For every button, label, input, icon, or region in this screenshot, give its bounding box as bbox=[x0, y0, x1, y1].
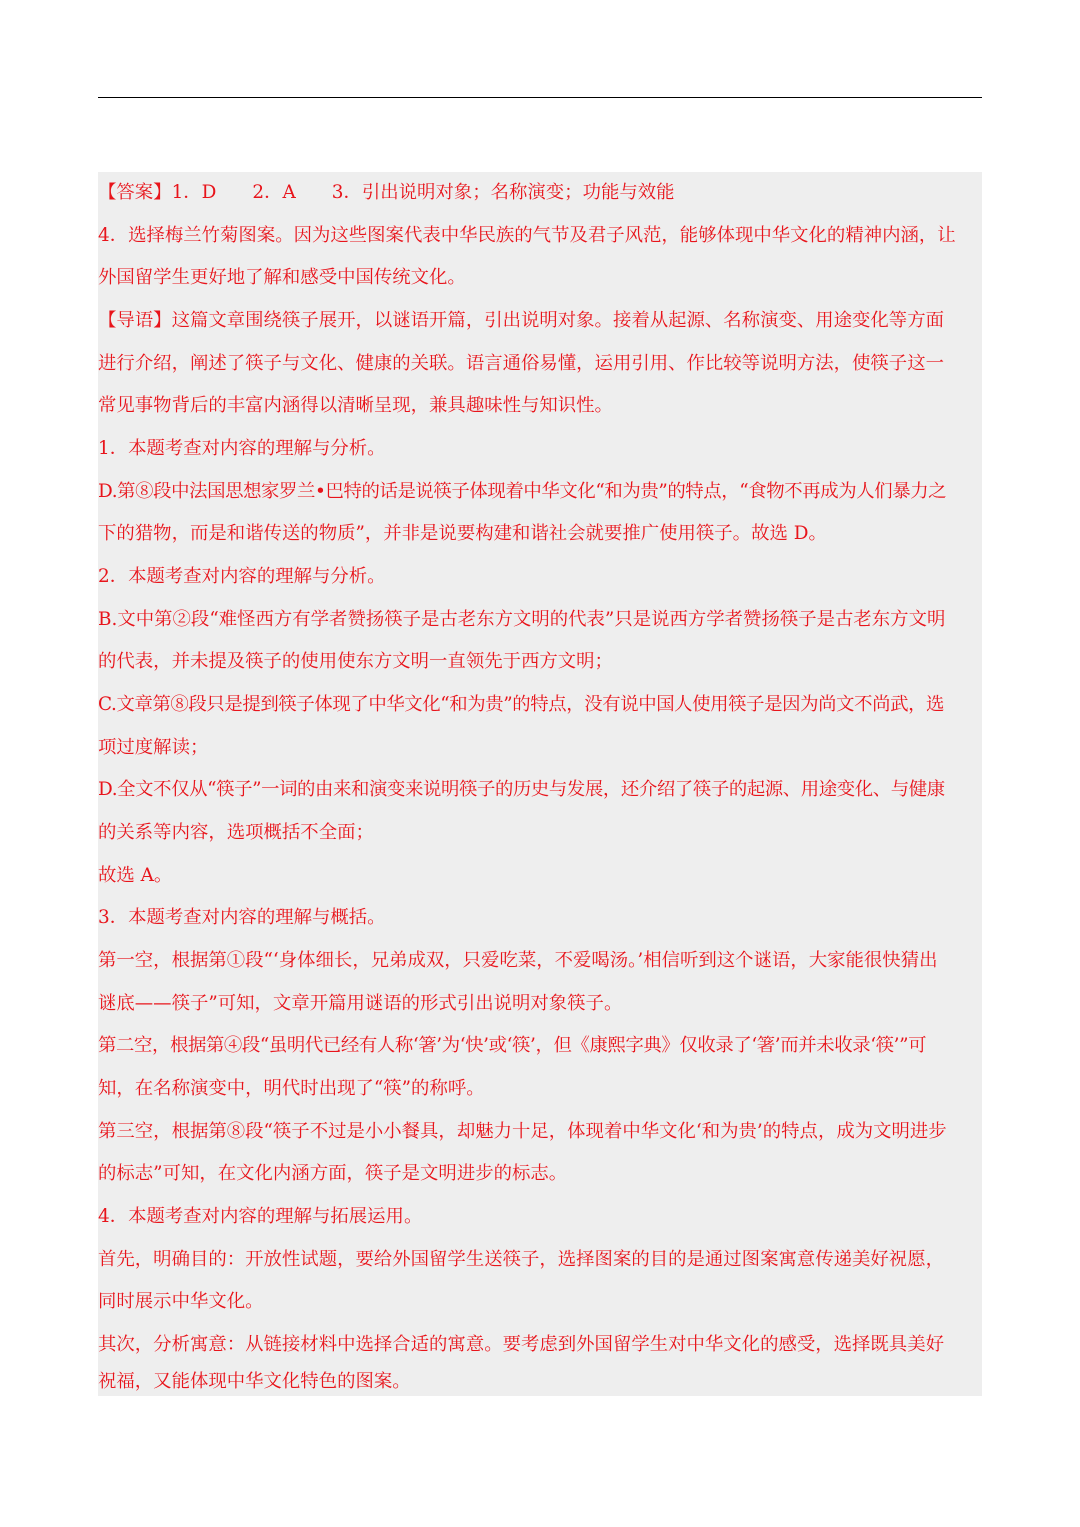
text-line: 进行介绍，阐述了筷子与文化、健康的关联。语言通俗易懂，运用引用、作比较等说明方法，使筷子这一 bbox=[98, 353, 944, 374]
text-line: 外国留学生更好地了解和感受中国传统文化。 bbox=[98, 267, 466, 288]
text-line: 谜底——筷子”可知，文章开篇用谜语的形式引出说明对象筷子。 bbox=[98, 993, 623, 1014]
text-line: 第一空，根据第①段“‘身体细长，兄弟成双，只爱吃菜，不爱喝汤。’相信听到这个谜语，大家能很快猜出 bbox=[98, 950, 938, 971]
text-line: 知，在名称演变中，明代时出现了“筷”的称呼。 bbox=[98, 1078, 485, 1099]
text-line: 首先，明确目的：开放性试题，要给外国留学生送筷子，选择图案的目的是通过图案寓意传递美好祝愿， bbox=[98, 1249, 944, 1270]
text-line: 第三空，根据第⑧段“筷子不过是小小餐具，却魅力十足，体现着中华文化‘和为贵’的特点，成为文明进步 bbox=[98, 1121, 947, 1142]
text-line: 其次，分析寓意：从链接材料中选择合适的寓意。要考虑到外国留学生对中华文化的感受，选择既具美好 bbox=[98, 1334, 944, 1355]
text-line: 祝福，又能体现中华文化特色的图案。 bbox=[98, 1371, 411, 1392]
text-line: D.全文不仅从“筷子”一词的由来和演变来说明筷子的历史与发展，还介绍了筷子的起源、用途变化、与健康 bbox=[98, 779, 945, 800]
text-line: 下的猎物，而是和谐传送的物质”，并非是说要构建和谐社会就要推广使用筷子。故选 D。 bbox=[98, 523, 827, 544]
text-line: 故选 A。 bbox=[98, 865, 173, 886]
text-line: 同时展示中华文化。 bbox=[98, 1291, 264, 1312]
answer-q2: 2．A bbox=[252, 182, 296, 203]
text-line: C.文章第⑧段只是提到筷子体现了中华文化“和为贵”的特点，没有说中国人使用筷子是因为尚文不尚武，选 bbox=[98, 694, 945, 715]
question-heading: 2．本题考查对内容的理解与分析。 bbox=[98, 566, 386, 587]
intro-line: 【导语】这篇文章围绕筷子展开，以谜语开篇，引出说明对象。接着从起源、名称演变、用途变化等方面 bbox=[98, 310, 944, 331]
question-heading: 4．本题考查对内容的理解与拓展运用。 bbox=[98, 1206, 423, 1227]
question-heading: 3．本题考查对内容的理解与概括。 bbox=[98, 907, 386, 928]
answer-analysis-block bbox=[98, 172, 982, 1396]
answer-q1: 1．D bbox=[171, 182, 217, 203]
answer-label: 【答案】 bbox=[98, 182, 172, 203]
text-line: 第二空，根据第④段“虽明代已经有人称‘箸’为‘快’或‘筷’，但《康熙字典》仅收录了‘箸’而并未收录‘筷’”可 bbox=[98, 1035, 927, 1056]
text-line: 的关系等内容，选项概括不全面； bbox=[98, 822, 374, 843]
text-line: 常见事物背后的丰富内涵得以清晰呈现，兼具趣味性与知识性。 bbox=[98, 395, 613, 416]
text-line: D.第⑧段中法国思想家罗兰•巴特的话是说筷子体现着中华文化“和为贵”的特点，“食物不再成为人们暴力之 bbox=[98, 481, 947, 502]
header-rule bbox=[98, 97, 982, 98]
text-line: 项过度解读； bbox=[98, 737, 209, 758]
text-line: 4．选择梅兰竹菊图案。因为这些图案代表中华民族的气节及君子风范，能够体现中华文化的精神内涵，让 bbox=[98, 225, 956, 246]
text-line: 的代表，并未提及筷子的使用使东方文明一直领先于西方文明； bbox=[98, 651, 613, 672]
answer-q3: 3．引出说明对象；名称演变；功能与效能 bbox=[331, 182, 675, 203]
question-heading: 1．本题考查对内容的理解与分析。 bbox=[98, 438, 386, 459]
answer-line bbox=[98, 172, 982, 214]
text-line: B.文中第②段“难怪西方有学者赞扬筷子是古老东方文明的代表”只是说西方学者赞扬筷子是古老东方文明 bbox=[98, 609, 946, 630]
text-line: 的标志”可知，在文化内涵方面，筷子是文明进步的标志。 bbox=[98, 1163, 568, 1184]
